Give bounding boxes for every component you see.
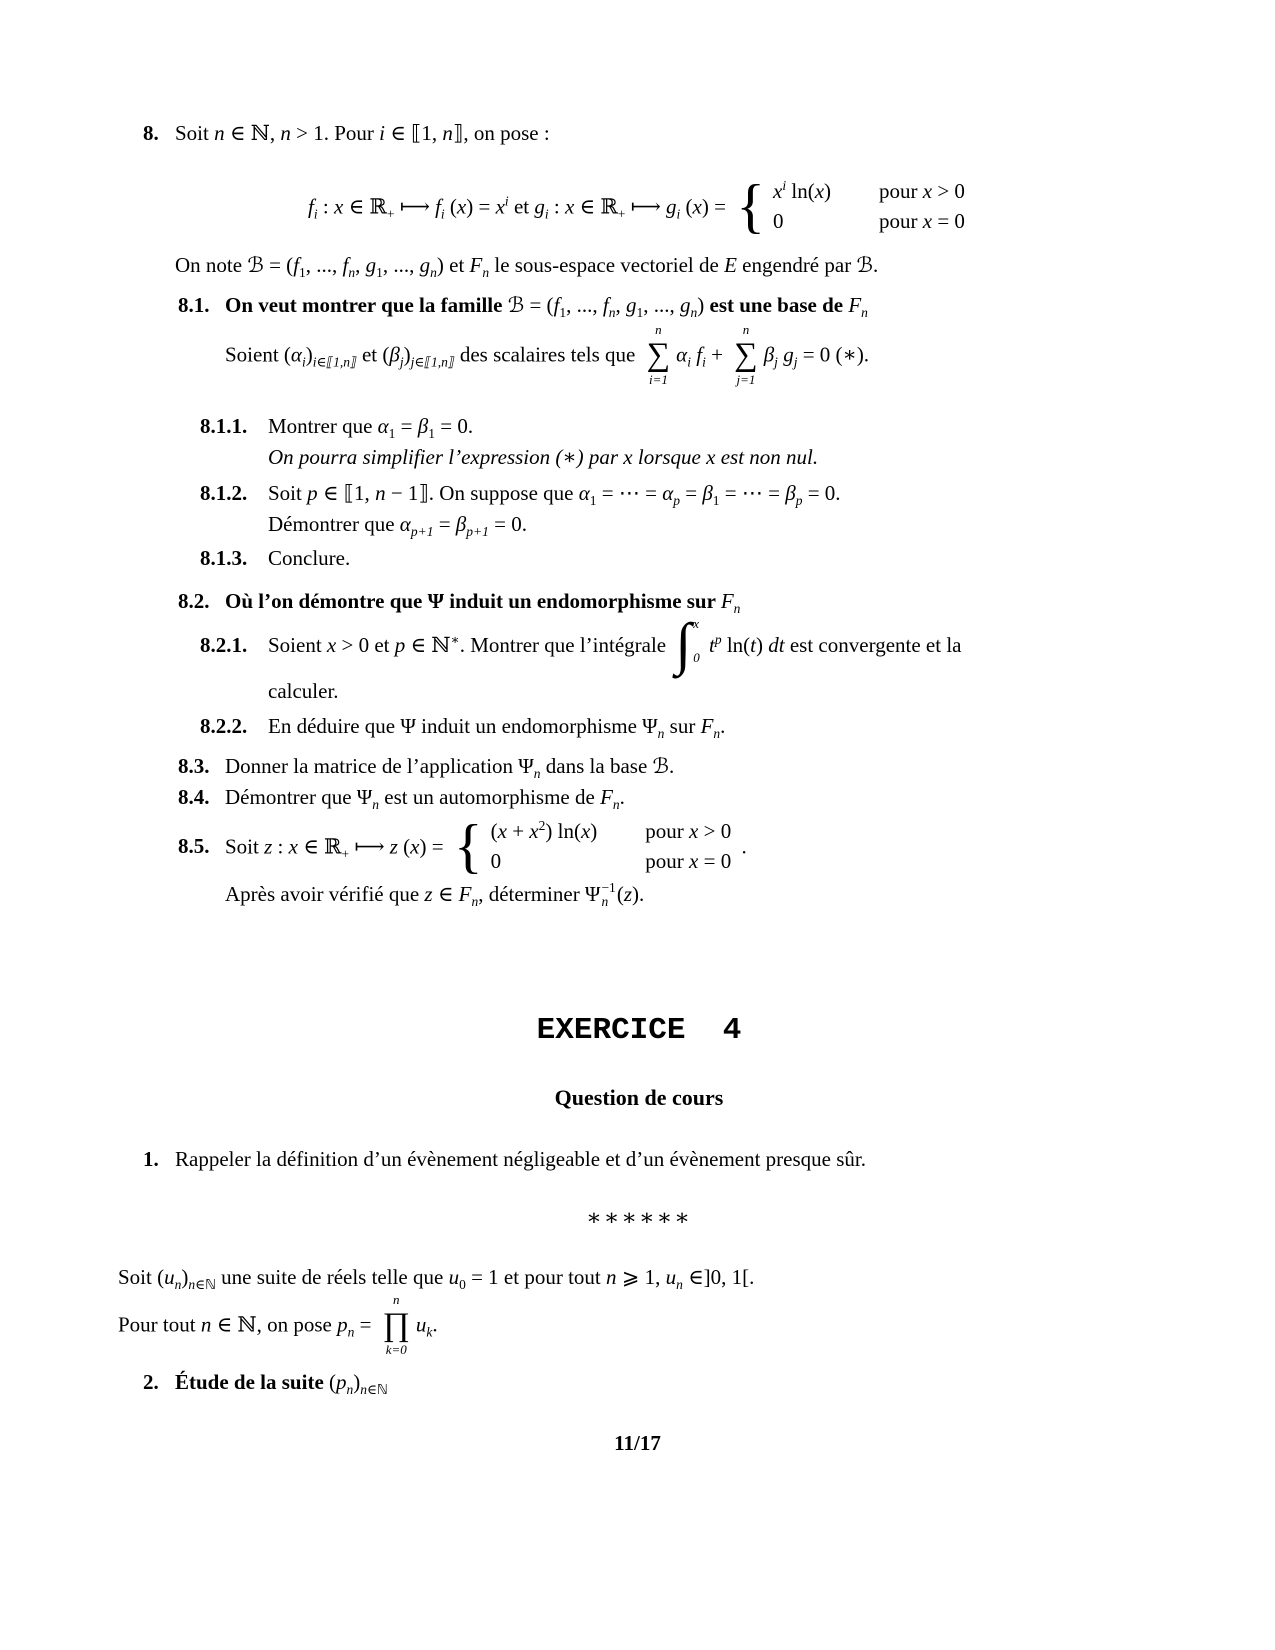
item-2 [118,1367,1160,1399]
item-8-5-body [225,813,1160,910]
item-8-2-1-number: 8.2.1. [200,632,248,657]
section-8-2-number: 8.2. [178,589,210,614]
item-8-1-3-number: 8.1.3. [200,545,248,570]
item-8-3 [118,751,1160,783]
section-8-1-heading [118,290,1160,322]
item-8-1-1-body [268,411,1160,474]
item-8-3-number: 8.3. [178,753,210,778]
item-8-4 [118,782,1160,814]
suite-definition-line-1: Soit $(u_n)_{n\in ℕ}$ une suite de réels telle que $u_0 = 1$ et pour tout n ⩾ 1, $u_n$ ∈]0, 1[. [118,1264,755,1292]
question-de-cours-heading: Question de cours [554,1084,724,1110]
formula-f-g-definition: $f_i$ : x ∈ ℝ$_+$ ⟼ $f_i$ $(x) = x^i$ et $g_i$ : x ∈ ℝ$_+$ ⟼ $g_i$ (x) = { $x^i$ ln(x) pour x > 0 0 pour x = 0 [308,172,965,239]
item-8-2-2-text: En déduire que Ψ induit un endomorphisme $\Psi_n$ sur $F_n$. [268,714,726,742]
item-8-4-number: 8.4. [178,785,210,810]
item-8-1-2-number: 8.1.2. [200,480,248,505]
section-8-1-number: 8.1. [178,292,210,317]
item-8-2-1-statement: Soient x > 0 et p ∈ ℕ∗. Montrer que l’intégrale ∫ x 0 $t^p$ ln(t) dt est convergente et la [268,610,962,676]
item-8-2-2-number: 8.2.2. [200,714,248,739]
stars-separator: ∗∗∗∗∗∗ [586,1205,692,1231]
item-1-text: Rappeler la définition d’un évènement négligeable et d’un évènement presque sûr. [175,1146,867,1171]
scalars-equation-paragraph: Soient $(\alpha_i)_{i\in⟦1,n⟧}$ et $(\beta_j)_{j\in⟦1,n⟧}$ des scalaires tels que n ∑ i=1 $\alpha_i$ $f_i$ + n ∑ j=1 $\beta_j$ $g_j = 0$ (∗). [225,322,870,387]
item-8-1-3-text: Conclure. [268,545,351,570]
section-8-2-heading [118,586,1160,618]
item-8-1-2-statement-2: Démontrer que $\alpha_{p+1} = \beta_{p+1} = 0$. [268,512,527,540]
item-2-number: 2. [143,1369,159,1394]
item-8-2-1-body [268,610,1160,708]
item-8-1-2 [118,478,1160,541]
item-8-1-1-hint: On pourra simplifier l’expression (∗) par x lorsque x est non nul. [268,445,819,470]
item-1-number: 1. [143,1146,159,1171]
section-8-2-text: Où l’on démontre que Ψ induit un endomorphisme sur $F_n$ [225,589,741,617]
item-8-5-statement-2: Après avoir vérifié que z ∈ $F_n$, déterminer Ψ −1 n (z). [225,879,645,910]
item-8-1-2-statement: Soit p ∈ ⟦1, n − 1⟧. On suppose que $\alpha_1$ = ⋯ = $\alpha_p = \beta_1$ = ⋯ = $\beta_p = 0$. [268,480,841,508]
note-basis-paragraph: On note ℬ = ($f_1$, ..., $f_n$, $g_1$, ..., $g_n$) et $F_n$ le sous-espace vectoriel de E engendré par ℬ. [175,253,879,281]
item-8-2-2 [118,711,1160,743]
item-8-5-number: 8.5. [178,834,210,859]
item-8-number: 8. [143,121,159,145]
item-8-5 [118,813,1160,910]
item-2-text: Étude de la suite $(p_n)_{n\in ℕ}$ [175,1369,388,1397]
suite-definition-line-2: Pour tout n ∈ ℕ, on pose $p_n$ = n ∏ k=0 $u_k$. [118,1292,438,1357]
item-8-2-1-statement-2: calculer. [268,678,339,703]
item-8-5-statement: Soit z : x ∈ ℝ$_+$ ⟼ z (x) = { $(x + x^2)$ ln(x) pour x > 0 0 pour x = 0 . [225,813,747,880]
item-1 [118,1144,1160,1176]
item-8-1-1 [118,411,1160,474]
exercice-4-title: EXERCICE 4 [536,1013,742,1049]
page-number: 11/17 [614,1431,661,1455]
item-8-1-1-statement: Montrer que $\alpha_1 = \beta_1 = 0$. [268,413,474,441]
item-8-text: Soit n ∈ ℕ, n > 1. Pour i ∈ ⟦1, n⟧, on pose : [175,121,550,145]
item-8-2-1 [118,610,1160,708]
section-8-1-text: On veut montrer que la famille ℬ = ($f_1$, ..., $f_n$, $g_1$, ..., $g_n$) est une base de $F_n$ [225,292,868,320]
item-8 [118,118,1160,150]
item-8-1-2-body [268,478,1160,541]
item-8-1-3 [118,543,1160,575]
item-8-1-1-number: 8.1.1. [200,413,248,438]
item-8-4-text: Démontrer que $\Psi_n$ est un automorphisme de $F_n$. [225,785,625,813]
item-8-3-text: Donner la matrice de l’application $\Psi_n$ dans la base ℬ. [225,753,675,781]
